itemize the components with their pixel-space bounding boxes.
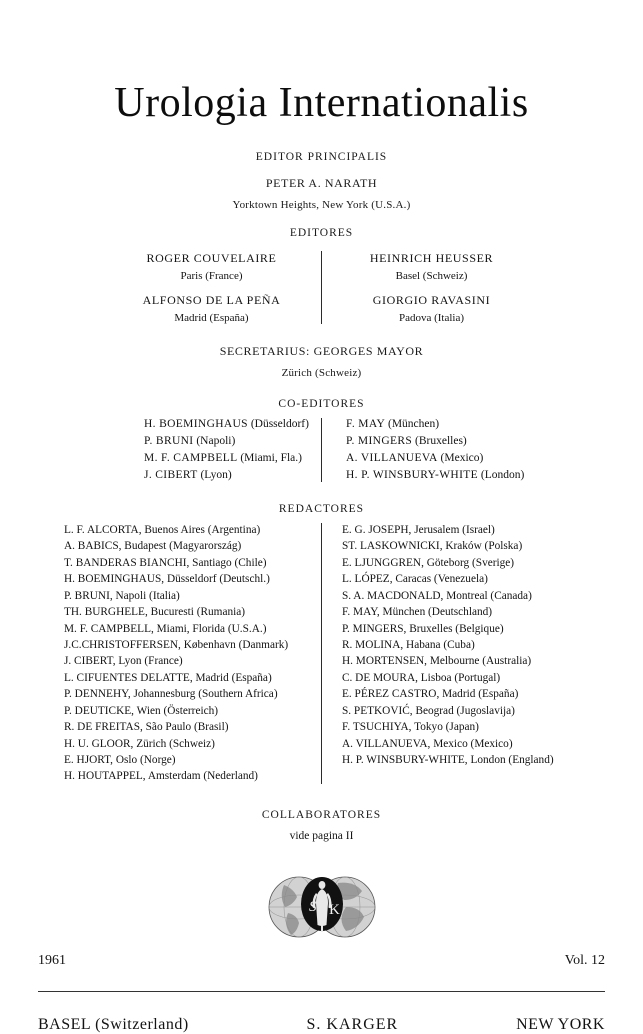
editor-name: HEINRICH HEUSSER	[369, 251, 494, 265]
redactor-place: Melbourne (Australia)	[429, 655, 532, 668]
coeditores-heading: CO-EDITORES	[278, 398, 365, 410]
editores-left-column	[116, 251, 321, 324]
redactor-entry	[342, 670, 582, 686]
redactor-entry	[64, 621, 315, 637]
redactor-place: Miami, Florida (U.S.A.)	[156, 622, 267, 635]
redactor-name: P. MINGERS,	[342, 622, 407, 635]
redactor-name: A. BABICS,	[64, 540, 122, 553]
redactor-place: Caracas (Venezuela)	[395, 573, 488, 586]
redactor-name: A. VILLANUEVA,	[342, 737, 431, 750]
coeditor-entry	[346, 433, 527, 450]
coeditor-name: H. BOEMINGHAUS	[144, 418, 248, 430]
redactor-place: Habana (Cuba)	[406, 639, 475, 652]
redactor-place: København (Danmark)	[183, 639, 289, 652]
coeditor-entry	[144, 467, 321, 484]
redactor-entry	[64, 588, 315, 604]
redactores-heading: REDACTORES	[278, 503, 365, 516]
coeditor-place: (Napoli)	[196, 435, 236, 448]
redactor-name: R. MOLINA,	[342, 639, 404, 652]
redactor-entry	[342, 703, 582, 719]
redactor-name: C. DE MOURA,	[342, 671, 418, 684]
coeditor-entry	[346, 467, 527, 484]
secretarius-heading: SECRETARIUS: GEORGES MAYOR	[219, 344, 424, 358]
redactor-place: Zürich (Schweiz)	[136, 737, 215, 750]
redactor-place: Madrid (España)	[195, 671, 272, 684]
redactor-entry	[342, 686, 582, 702]
coeditores-columns	[0, 416, 643, 484]
editores-columns	[0, 251, 643, 324]
editor-name: ALFONSO DE LA PEÑA	[142, 293, 281, 307]
redactor-entry	[64, 604, 315, 620]
redactor-name: L. CIFUENTES DELATTE,	[64, 671, 193, 684]
redactor-name: J. CIBERT,	[64, 655, 116, 668]
redactor-entry	[342, 736, 582, 752]
editor-name: ROGER COUVELAIRE	[146, 251, 277, 265]
redactor-entry	[64, 538, 315, 554]
redactor-place: Mexico (Mexico)	[433, 737, 513, 750]
coeditor-name: F. MAY	[346, 418, 386, 430]
redactor-place: London (England)	[470, 753, 554, 766]
redactor-place: Beograd (Jugoslavija)	[415, 704, 515, 717]
publisher-name: S. KARGER	[306, 1015, 399, 1033]
redactor-place: Göteborg (Sverige)	[426, 556, 515, 569]
coeditor-place: (Düsseldorf)	[250, 418, 309, 430]
coeditor-place: (Lyon)	[200, 469, 232, 482]
redactor-entry	[64, 768, 315, 784]
imprint-row	[0, 1016, 643, 1034]
editor-entry	[336, 251, 527, 282]
editores-heading: EDITORES	[289, 227, 354, 239]
editor-entry	[116, 293, 307, 324]
redactor-place: Oslo (Norge)	[115, 753, 176, 766]
publication-year: 1961	[38, 952, 66, 968]
redactor-name: R. DE FREITAS,	[64, 721, 143, 734]
editor-name: GIORGIO RAVASINI	[372, 293, 491, 307]
redactor-entry	[342, 604, 582, 620]
coeditor-name: J. CIBERT	[144, 469, 198, 482]
redactor-name: S. A. MACDONALD,	[342, 589, 444, 602]
redactor-name: TH. BURGHELE,	[64, 606, 148, 619]
redactor-place: Napoli (Italia)	[115, 589, 180, 602]
redactor-entry	[64, 637, 315, 653]
redactor-entry	[342, 538, 582, 554]
redactor-place: München (Deutschland)	[382, 606, 493, 619]
redactor-name: H. HOUTAPPEL,	[64, 770, 146, 783]
page-title: Urologia Internationalis	[114, 80, 529, 126]
redactor-entry	[64, 555, 315, 571]
redactor-place: Madrid (España)	[442, 688, 519, 701]
secretarius-section	[0, 344, 643, 379]
redactor-name: L. F. ALCORTA,	[64, 524, 142, 537]
redactor-place: Buenos Aires (Argentina)	[144, 524, 261, 537]
redactor-name: E. PÉREZ CASTRO,	[342, 688, 440, 701]
coeditor-name: M. F. CAMPBELL	[144, 452, 238, 465]
redactor-name: J.C.CHRISTOFFERSEN,	[64, 639, 181, 652]
redactor-place: Wien (Österreich)	[136, 704, 219, 717]
redactor-place: Düsseldorf (Deutschl.)	[166, 573, 270, 586]
redactor-name: F. TSUCHIYA,	[342, 721, 412, 734]
editor-principalis-name: PETER A. NARATH	[265, 176, 378, 190]
redactores-left-column	[61, 522, 321, 785]
redactor-entry	[342, 637, 582, 653]
redactor-entry	[64, 686, 315, 702]
coeditor-place: (Mexico)	[440, 452, 484, 465]
redactor-name: H. P. WINSBURY-WHITE,	[342, 753, 468, 766]
redactor-place: Budapest (Magyarország)	[124, 540, 242, 553]
collaboratores-heading: COLLABORATORES	[261, 808, 382, 821]
redactor-name: E. HJORT,	[64, 753, 114, 766]
redactor-place: Amsterdam (Nederland)	[147, 770, 258, 783]
redactor-name: H. U. GLOOR,	[64, 737, 134, 750]
coeditor-place: (London)	[480, 469, 525, 482]
collaboratores-reference: vide pagina II	[289, 829, 354, 842]
editor-principalis-section	[0, 151, 643, 211]
redactor-entry	[64, 522, 315, 538]
redactor-place: Montreal (Canada)	[446, 589, 532, 602]
redactor-entry	[64, 670, 315, 686]
coeditor-entry	[346, 450, 527, 467]
redactor-entry	[342, 621, 582, 637]
redactor-name: M. F. CAMPBELL,	[64, 622, 154, 635]
coeditor-place: (Bruxelles)	[415, 435, 467, 448]
editor-place: Basel (Schweiz)	[395, 270, 468, 282]
editor-place: Madrid (España)	[174, 312, 249, 324]
coeditor-name: H. P. WINSBURY-WHITE	[346, 469, 479, 482]
imprint-city-right: NEW YORK	[516, 1015, 605, 1033]
coeditores-left-column	[116, 416, 321, 484]
redactor-entry	[342, 588, 582, 604]
coeditor-entry	[346, 416, 527, 433]
redactor-name: P. DEUTICKE,	[64, 704, 134, 717]
editor-entry	[336, 293, 527, 324]
redactor-entry	[64, 719, 315, 735]
redactor-place: Lisboa (Portugal)	[420, 671, 501, 684]
coeditor-entry	[144, 416, 321, 433]
coeditor-name: A. VILLANUEVA	[346, 452, 438, 465]
redactor-entry	[64, 571, 315, 587]
redactor-entry	[64, 752, 315, 768]
redactor-name: E. LJUNGGREN,	[342, 556, 424, 569]
logo-letter-s: S	[308, 898, 316, 915]
redactor-name: F. MAY,	[342, 606, 380, 619]
redactor-place: Lyon (France)	[118, 655, 183, 668]
redactores-right-column	[322, 522, 582, 785]
coeditor-place: (München)	[387, 418, 440, 430]
redactor-name: L. LÓPEZ,	[342, 573, 393, 586]
redactor-entry	[342, 653, 582, 669]
redactor-place: Tokyo (Japan)	[414, 721, 479, 734]
redactor-entry	[64, 703, 315, 719]
volume-number: Vol. 12	[564, 952, 605, 968]
redactor-entry	[64, 653, 315, 669]
imprint-city-left: BASEL (Switzerland)	[38, 1015, 189, 1033]
redactor-name: P. BRUNI,	[64, 589, 113, 602]
redactor-entry	[64, 736, 315, 752]
redactor-place: Jerusalem (Israel)	[414, 524, 495, 537]
redactor-name: P. DENNEHY,	[64, 688, 131, 701]
redactor-name: ST. LASKOWNICKI,	[342, 540, 443, 553]
redactor-entry	[342, 752, 582, 768]
footer-divider-rule	[38, 991, 605, 992]
editor-principalis-place: Yorktown Heights, New York (U.S.A.)	[232, 199, 411, 211]
redactor-place: Santiago (Chile)	[192, 556, 267, 569]
redactor-name: H. BOEMINGHAUS,	[64, 573, 165, 586]
secretarius-place: Zürich (Schweiz)	[281, 367, 362, 379]
redactor-place: São Paulo (Brasil)	[145, 721, 229, 734]
redactor-place: Bruxelles (Belgique)	[409, 622, 504, 635]
coeditores-right-column	[322, 416, 527, 484]
redactor-entry	[342, 719, 582, 735]
coeditor-name: P. BRUNI	[144, 435, 194, 448]
redactor-entry	[342, 555, 582, 571]
redactor-place: Kraków (Polska)	[445, 540, 523, 553]
coeditor-name: P. MINGERS	[346, 435, 413, 448]
karger-globe-logo	[266, 867, 378, 945]
editor-entry	[116, 251, 307, 282]
redactor-entry	[342, 522, 582, 538]
redactor-name: H. MORTENSEN,	[342, 655, 427, 668]
redactor-entry	[342, 571, 582, 587]
redactor-place: Bucuresti (Rumania)	[150, 606, 246, 619]
redactor-name: T. BANDERAS BIANCHI,	[64, 556, 190, 569]
logo-letter-k: K	[328, 901, 340, 918]
coeditor-place: (Miami, Fla.)	[240, 452, 302, 465]
editores-right-column	[322, 251, 527, 324]
coeditor-entry	[144, 450, 321, 467]
year-volume-row	[0, 953, 643, 969]
redactor-place: Johannesburg (Southern Africa)	[133, 688, 278, 701]
publisher-logo-container	[0, 867, 643, 945]
editor-place: Paris (France)	[180, 270, 243, 282]
redactor-name: E. G. JOSEPH,	[342, 524, 412, 537]
redactor-name: S. PETKOVIĆ,	[342, 704, 413, 717]
redactores-columns	[0, 522, 643, 785]
editor-principalis-heading: EDITOR PRINCIPALIS	[255, 151, 388, 163]
editor-place: Padova (Italia)	[398, 312, 465, 324]
coeditor-entry	[144, 433, 321, 450]
